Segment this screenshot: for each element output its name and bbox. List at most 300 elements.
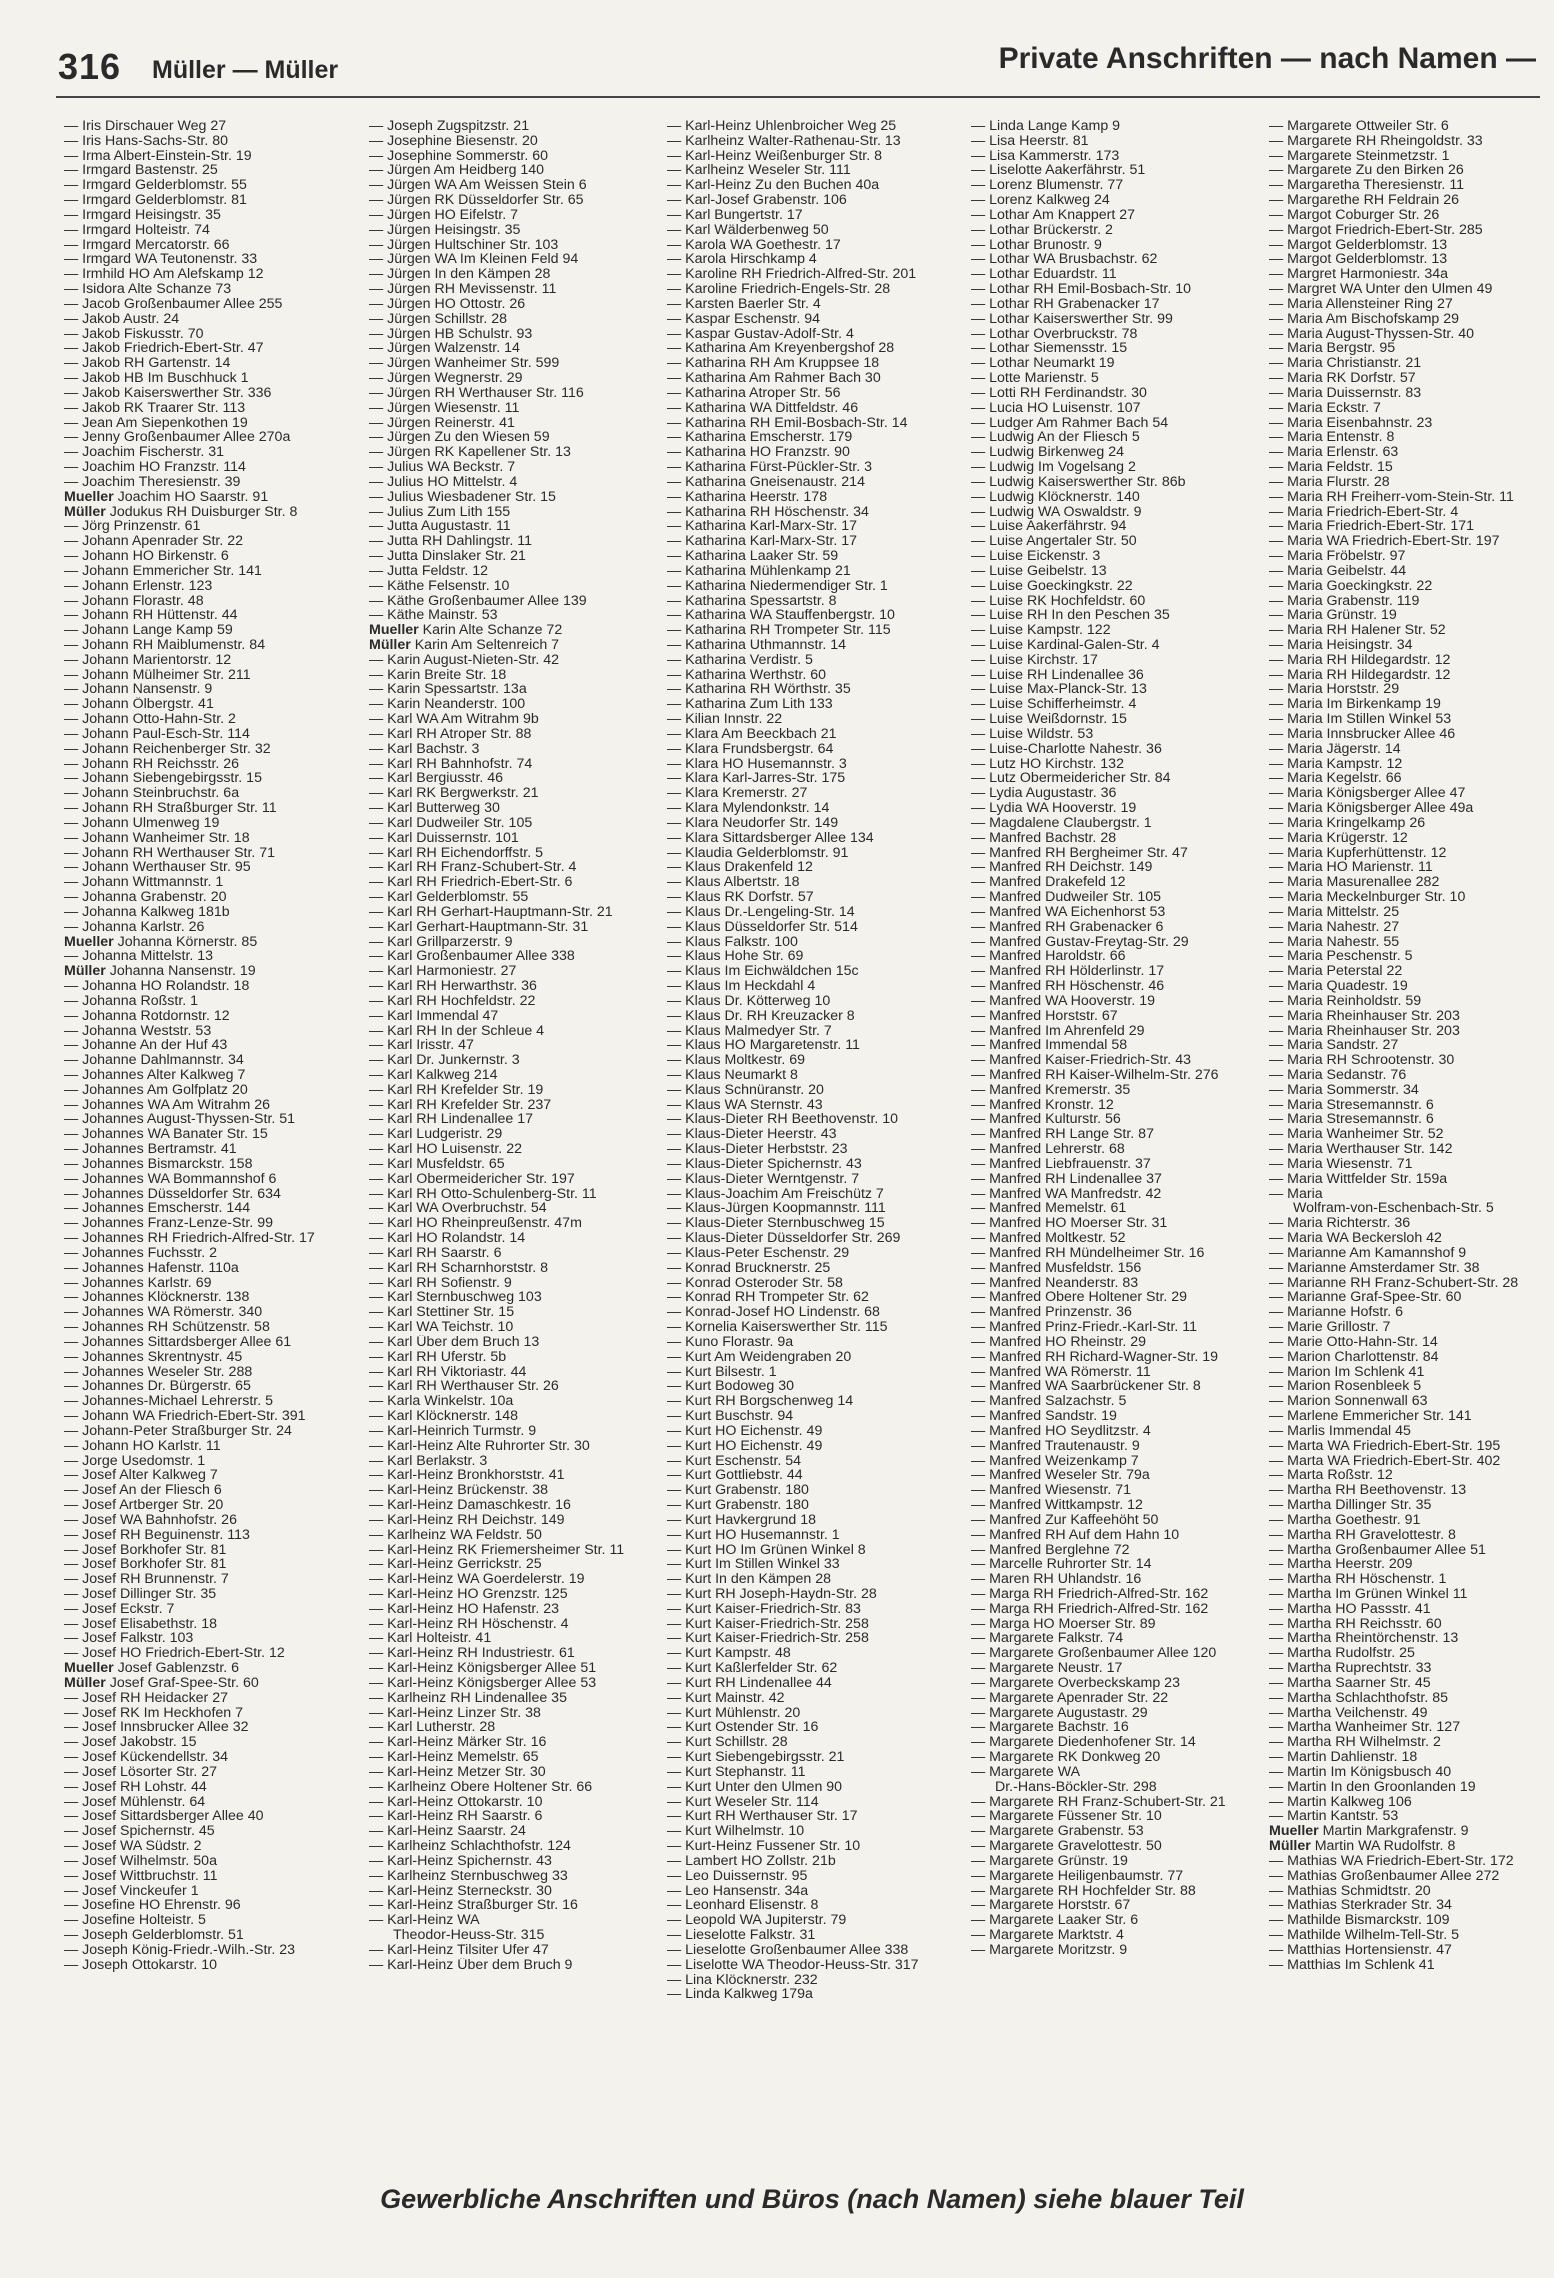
directory-entry: — Josef Kückendellstr. 34 (64, 1750, 229, 1765)
directory-entry: Mueller Martin Markgrafenstr. 9 (1269, 1824, 1469, 1840)
directory-entry: — Johann Paul-Esch-Str. 114 (64, 726, 250, 742)
directory-entry: — Karin August-Nieten-Str. 42 (369, 652, 560, 668)
directory-entry: — Ludwig Im Vogelsang 2 (971, 460, 1136, 475)
directory-entry: — Karl Dr. Junkernstr. 3 (369, 1053, 520, 1068)
directory-entry: — Jürgen In den Kämpen 28 (369, 267, 551, 283)
directory-entry: — Lothar RH Grabenacker 17 (971, 296, 1160, 312)
directory-entry: — Lothar Am Knappert 27 (971, 207, 1136, 223)
directory-entry: — Klaus Moltkestr. 69 (667, 1053, 805, 1068)
directory-entry: — Katharina Karl-Marx-Str. 17 (667, 534, 858, 550)
directory-entry: — Jutta Augustastr. 11 (369, 519, 511, 535)
directory-entry: — Jürgen Reinerstr. 41 (369, 415, 515, 431)
directory-entry: — Maria RH Hildegardstr. 12 (1269, 667, 1451, 683)
directory-entry: — Lotte Marienstr. 5 (971, 371, 1099, 386)
directory-entry: — Maria Sedanstr. 76 (1269, 1068, 1407, 1083)
directory-entry: — Mathilde Bismarckstr. 109 (1269, 1913, 1450, 1929)
directory-entry: — Johann Florastr. 48 (64, 593, 204, 609)
directory-entry: — Maria Wanheimer Str. 52 (1269, 1127, 1444, 1143)
directory-entry: — Martha RH Reichsstr. 60 (1269, 1616, 1442, 1632)
directory-entry: — Karl-Heinz Gerrickstr. 25 (369, 1557, 542, 1573)
directory-entry: — Manfred WA Saarbrückener Str. 8 (971, 1379, 1201, 1395)
directory-entry: — Karl RH Atroper Str. 88 (369, 726, 532, 742)
directory-entry: — Jakob RK Traarer Str. 113 (64, 400, 246, 416)
directory-entry: — Karl-Heinz Straßburger Str. 16 (369, 1898, 578, 1914)
directory-entry: — Josef An der Fliesch 6 (64, 1483, 222, 1499)
directory-entry: — Katharina WA Dittfeldstr. 46 (667, 400, 859, 416)
directory-entry: — Joseph Ottokarstr. 10 (64, 1957, 217, 1973)
directory-entry: — Linda Kalkweg 179a (667, 1987, 813, 2003)
directory-entry: — Maria August-Thyssen-Str. 40 (1269, 326, 1475, 342)
directory-entry: — Karl-Heinz Bronkhorststr. 41 (369, 1468, 565, 1484)
directory-entry: — Margarete RH Hochfelder Str. 88 (971, 1883, 1196, 1899)
directory-entry: — Margarete Zu den Birken 26 (1269, 163, 1464, 179)
directory-entry: — Jorge Usedomstr. 1 (64, 1453, 206, 1469)
directory-entry: — Maria Stresemannstr. 6 (1269, 1097, 1434, 1113)
directory-entry: — Irmgard WA Teutonenstr. 33 (64, 252, 258, 268)
directory-entry: — Maria Werthauser Str. 142 (1269, 1142, 1453, 1157)
directory-entry: — Klara Kremerstr. 27 (667, 786, 808, 802)
directory-entry: — Lucia HO Luisenstr. 107 (971, 400, 1141, 416)
directory-entry: — Johann Reichenberger Str. 32 (64, 741, 271, 757)
directory-entry: — Johann Ulmenweg 19 (64, 815, 220, 831)
directory-entry: — Marta Roßstr. 12 (1269, 1468, 1393, 1484)
directory-entry: — Klaus-Jürgen Koopmannstr. 111 (667, 1201, 886, 1217)
directory-entry: — Kilian Innstr. 22 (667, 712, 783, 727)
directory-entry: — Marta WA Friedrich-Ebert-Str. 195 (1269, 1438, 1501, 1454)
directory-entry: — Katharina Laaker Str. 59 (667, 549, 839, 564)
directory-entry: — Josef RK Im Heckhofen 7 (64, 1705, 243, 1721)
directory-entry: — Marie Otto-Hahn-Str. 14 (1269, 1334, 1438, 1350)
entry-column-4 (971, 119, 1271, 1958)
directory-entry: — Manfred Neanderstr. 83 (971, 1275, 1139, 1291)
directory-entry: — Karl-Heinz WA (369, 1913, 480, 1929)
directory-entry: — Julius Zum Lith 155 (369, 504, 511, 520)
directory-entry: — Maria Wiesenstr. 71 (1269, 1156, 1413, 1172)
directory-entry: — Manfred RH Richard-Wagner-Str. 19 (971, 1349, 1219, 1365)
directory-entry: — Kurt Kampstr. 48 (667, 1646, 791, 1662)
directory-entry: — Irmgard Bastenstr. 25 (64, 163, 218, 179)
directory-entry: — Karl Musfeldstr. 65 (369, 1156, 505, 1172)
directory-entry: — Kurt Buschstr. 94 (667, 1409, 794, 1424)
directory-entry: — Josef RH Lohstr. 44 (64, 1779, 207, 1795)
directory-entry: — Lutz HO Kirchstr. 132 (971, 756, 1124, 772)
directory-entry: — Manfred Drakefeld 12 (971, 875, 1126, 891)
directory-entry: — Konrad-Josef HO Lindenstr. 68 (667, 1305, 880, 1321)
directory-entry: — Karl-Heinz WA Goerdelerstr. 19 (369, 1572, 585, 1587)
directory-entry: — Manfred Horststr. 67 (971, 1008, 1118, 1024)
running-title: Müller — Müller (152, 56, 339, 84)
directory-entry: — Karlheinz Obere Holtener Str. 66 (369, 1779, 593, 1795)
directory-entry: — Kurt In den Kämpen 28 (667, 1572, 832, 1587)
directory-entry: — Johann Mülheimer Str. 211 (64, 667, 251, 683)
directory-entry: — Manfred Prinz-Friedr.-Karl-Str. 11 (971, 1320, 1198, 1335)
directory-entry: — Manfred Obere Holtener Str. 29 (971, 1290, 1188, 1306)
directory-entry: — Martha Rheintörchenstr. 13 (1269, 1631, 1459, 1647)
directory-entry: — Marta WA Friedrich-Ebert-Str. 402 (1269, 1453, 1501, 1469)
page-number: 316 (58, 46, 122, 87)
directory-entry: — Kurt RH Lindenallee 44 (667, 1675, 832, 1691)
directory-entry: — Karl RH Lindenallee 17 (369, 1112, 534, 1128)
directory-entry: — Kaspar Eschenstr. 94 (667, 311, 820, 327)
directory-entry: — Johannes Emscherstr. 144 (64, 1201, 251, 1217)
directory-entry: — Josef Alter Kalkweg 7 (64, 1468, 218, 1484)
directory-entry: — Manfred RH Lindenallee 37 (971, 1171, 1162, 1187)
directory-entry: — Kurt Stephanstr. 11 (667, 1764, 806, 1780)
directory-entry: — Ludwig An der Fliesch 5 (971, 430, 1140, 446)
directory-entry: — Marion Rosenbleek 5 (1269, 1379, 1422, 1395)
directory-entry: — Marion Charlottenstr. 84 (1269, 1349, 1439, 1365)
directory-entry: — Maria Bergstr. 95 (1269, 341, 1396, 357)
directory-entry: — Irmhild HO Am Alefskamp 12 (64, 267, 264, 283)
directory-entry: — Karl Kalkweg 214 (369, 1068, 498, 1083)
directory-entry: — Marianne Amsterdamer Str. 38 (1269, 1260, 1480, 1276)
directory-entry: — Leopold WA Jupiterstr. 79 (667, 1913, 847, 1929)
directory-entry: — Jenny Großenbaumer Allee 270a (64, 430, 291, 446)
directory-entry: — Manfred RH Bergheimer Str. 47 (971, 845, 1188, 861)
directory-entry: — Lydia Augustastr. 36 (971, 786, 1117, 802)
directory-entry: — Josef Eckstr. 7 (64, 1601, 175, 1617)
directory-entry: — Katharina Heerstr. 178 (667, 489, 828, 505)
directory-entry: — Marie Grillostr. 7 (1269, 1320, 1391, 1335)
directory-entry: — Johanna Weststr. 53 (64, 1023, 212, 1039)
directory-entry: — Maria Feldstr. 15 (1269, 460, 1393, 475)
directory-entry: — Josef RH Brunnenstr. 7 (64, 1572, 229, 1587)
directory-entry: — Lothar Brunostr. 9 (971, 237, 1102, 253)
directory-entry: — Manfred Gustav-Freytag-Str. 29 (971, 934, 1189, 950)
directory-entry: — Johann-Peter Straßburger Str. 24 (64, 1423, 292, 1439)
directory-entry: — Lorenz Kalkweg 24 (971, 193, 1110, 208)
directory-entry: — Jürgen WA Im Kleinen Feld 94 (369, 252, 579, 268)
directory-entry: — Manfred RH Lange Str. 87 (971, 1127, 1154, 1143)
directory-entry: — Karl-Heinz Linzer Str. 38 (369, 1705, 541, 1721)
directory-entry: — Lambert HO Zollstr. 21b (667, 1853, 836, 1869)
directory-entry: — Karl Sternbuschweg 103 (369, 1290, 542, 1306)
directory-entry: — Klaus Düsseldorfer Str. 514 (667, 919, 858, 935)
directory-entry: — Josef Mühlenstr. 64 (64, 1794, 206, 1810)
directory-entry: — Manfred WA Römerstr. 11 (971, 1364, 1151, 1380)
directory-entry: — Karl RH Franz-Schubert-Str. 4 (369, 860, 577, 876)
directory-entry: — Johannes Düsseldorfer Str. 634 (64, 1186, 281, 1202)
directory-entry: — Maria Peterstal 22 (1269, 964, 1403, 980)
directory-entry: — Martha Heerstr. 209 (1269, 1557, 1413, 1573)
directory-entry: — Karl RH Bahnhofstr. 74 (369, 756, 533, 772)
directory-entry: — Johannes WA Am Witrahm 26 (64, 1097, 271, 1113)
directory-entry: — Kurt Grabenstr. 180 (667, 1498, 809, 1513)
directory-entry: — Karl-Heinz RH Deichstr. 149 (369, 1512, 565, 1528)
directory-entry: — Luise Weißdornstr. 15 (971, 712, 1127, 727)
directory-entry: — Karl HO Rheinpreußenstr. 47m (369, 1216, 582, 1232)
directory-entry: — Johannes WA Banater Str. 15 (64, 1127, 268, 1143)
directory-entry: — Maria Eisenbahnstr. 23 (1269, 415, 1433, 431)
directory-entry: — Karl-Heinz HO Grenzstr. 125 (369, 1586, 568, 1602)
directory-entry: — Irmgard Gelderblomstr. 81 (64, 193, 247, 208)
directory-entry: — Josephine Biesenstr. 20 (369, 133, 538, 149)
directory-entry: — Maria Geibelstr. 44 (1269, 563, 1407, 579)
directory-entry: — Karl Grillparzerstr. 9 (369, 934, 513, 950)
directory-entry: — Ludwig Birkenweg 24 (971, 445, 1124, 461)
directory-entry: — Johann Werthauser Str. 95 (64, 860, 251, 876)
directory-entry: — Manfred Kulturstr. 56 (971, 1112, 1121, 1128)
directory-entry: — Klaus Neumarkt 8 (667, 1068, 798, 1083)
directory-entry: — Karl-Heinz Märker Str. 16 (369, 1735, 547, 1751)
directory-entry: — Manfred RH Mündelheimer Str. 16 (971, 1245, 1205, 1261)
directory-entry: — Ludwig Klöcknerstr. 140 (971, 489, 1140, 505)
directory-entry: Mueller Joachim HO Saarstr. 91 (64, 489, 269, 505)
directory-entry: — Manfred Prinzenstr. 36 (971, 1305, 1132, 1321)
directory-entry: — Karl-Josef Grabenstr. 106 (667, 193, 847, 208)
directory-entry: — Manfred Berglehne 72 (971, 1542, 1130, 1558)
directory-entry: — Johannes August-Thyssen-Str. 51 (64, 1112, 296, 1128)
directory-entry: — Margarete Steinmetzstr. 1 (1269, 148, 1450, 164)
directory-entry: — Lothar WA Brusbachstr. 62 (971, 252, 1158, 268)
directory-entry: — Josef Borkhofer Str. 81 (64, 1542, 227, 1558)
directory-entry: — Luise Max-Planck-Str. 13 (971, 682, 1147, 698)
directory-entry: — Margarete Augustastr. 29 (971, 1705, 1148, 1721)
directory-entry: — Karl Wälderbenweg 50 (667, 222, 829, 238)
directory-entry: — Klaus-Joachim Am Freischütz 7 (667, 1186, 884, 1202)
directory-entry: — Manfred Kronstr. 12 (971, 1097, 1114, 1113)
directory-entry: — Karl-Heinz Alte Ruhrorter Str. 30 (369, 1438, 590, 1454)
directory-entry: — Konrad RH Trompeter Str. 62 (667, 1290, 869, 1306)
directory-entry: — Manfred Trautenaustr. 9 (971, 1438, 1140, 1454)
directory-entry: — Johann RH Reichsstr. 26 (64, 756, 240, 772)
directory-entry: — Maria Masurenallee 282 (1269, 875, 1440, 891)
directory-entry: — Maria Entenstr. 8 (1269, 430, 1395, 446)
directory-entry: — Manfred WA Hooverstr. 19 (971, 993, 1155, 1009)
directory-entry: — Johann Apenrader Str. 22 (64, 534, 244, 550)
directory-entry: — Karl-Heinz Damaschkestr. 16 (369, 1498, 571, 1513)
directory-entry: — Johannes Skrentnystr. 45 (64, 1349, 243, 1365)
directory-entry: — Karl-Heinz RH Höschenstr. 4 (369, 1616, 569, 1632)
directory-entry: — Maria Friedrich-Ebert-Str. 4 (1269, 504, 1459, 520)
directory-entry: — Konrad Osteroder Str. 58 (667, 1275, 843, 1291)
directory-entry: — Karl Großenbaumer Allee 338 (369, 949, 575, 965)
directory-entry: — Margarete Falkstr. 74 (971, 1631, 1124, 1647)
directory-entry: — Johanne An der Huf 43 (64, 1038, 228, 1054)
entry-column-3 (667, 119, 967, 2002)
directory-entry: — Manfred Kaiser-Friedrich-Str. 43 (971, 1053, 1191, 1068)
directory-entry: — Johann Wanheimer Str. 18 (64, 830, 250, 846)
directory-entry: — Klaus-Dieter Sternbuschweg 15 (667, 1216, 885, 1232)
directory-entry: — Karl-Heinz RH Industriestr. 61 (369, 1646, 575, 1662)
directory-entry: — Jürgen Am Heidberg 140 (369, 163, 545, 179)
directory-entry: — Martha RH Höschenstr. 1 (1269, 1572, 1447, 1587)
directory-entry: — Johanna Mittelstr. 13 (64, 949, 214, 965)
directory-entry: — Karla Winkelstr. 10a (369, 1394, 514, 1410)
directory-entry: — Luise Wildstr. 53 (971, 726, 1094, 742)
directory-entry: — Margarete Grünstr. 19 (971, 1853, 1128, 1869)
directory-entry: — Karl RH Viktoriastr. 44 (369, 1364, 527, 1380)
directory-entry: — Klaus-Dieter Herbststr. 23 (667, 1142, 848, 1157)
directory-entry: — Jürgen RH Werthauser Str. 116 (369, 385, 584, 401)
directory-entry: — Klara Frundsbergstr. 64 (667, 741, 834, 757)
directory-entry: — Johann Wittmannstr. 1 (64, 875, 224, 891)
directory-entry: — Jean Am Siepenkothen 19 (64, 415, 248, 431)
directory-entry: — Maria (1269, 1186, 1323, 1202)
directory-entry: — Johann Emmericher Str. 141 (64, 563, 262, 579)
directory-entry: — Manfred Liebfrauenstr. 37 (971, 1156, 1151, 1172)
directory-entry: — Joseph Gelderblomstr. 51 (64, 1928, 244, 1943)
directory-entry: — Manfred RH Deichstr. 149 (971, 860, 1153, 876)
directory-entry: — Martha Veilchenstr. 49 (1269, 1705, 1428, 1721)
directory-entry: — Leonhard Elisenstr. 8 (667, 1898, 819, 1914)
directory-entry: — Katharina Atroper Str. 56 (667, 385, 841, 401)
directory-entry: — Karl-Heinz Spichernstr. 43 (369, 1853, 552, 1869)
directory-entry: — Maria WA Friedrich-Ebert-Str. 197 (1269, 534, 1500, 550)
directory-entry: — Maria Im Stillen Winkel 53 (1269, 712, 1452, 727)
directory-entry: — Klara Am Beeckbach 21 (667, 726, 837, 742)
directory-entry: — Karsten Baerler Str. 4 (667, 296, 821, 312)
directory-entry: — Katharina Zum Lith 133 (667, 697, 833, 713)
directory-entry: — Kurt RH Borgschenweg 14 (667, 1394, 854, 1410)
directory-entry: — Maria Christianstr. 21 (1269, 356, 1422, 372)
directory-entry: — Karl WA Overbruchstr. 54 (369, 1201, 547, 1217)
directory-entry: — Kurt-Heinz Fussener Str. 10 (667, 1839, 861, 1854)
directory-entry: — Karl-Heinrich Turmstr. 9 (369, 1423, 537, 1439)
directory-entry: — Kurt HO Im Grünen Winkel 8 (667, 1542, 866, 1558)
directory-entry: — Mathias Großenbaumer Allee 272 (1269, 1868, 1500, 1884)
directory-entry: — Irmgard Mercatorstr. 66 (64, 237, 230, 253)
directory-entry: — Isidora Alte Schanze 73 (64, 282, 232, 297)
directory-entry: — Jakob Kaiserswerther Str. 336 (64, 385, 272, 401)
directory-entry: — Luise RH In den Peschen 35 (971, 608, 1170, 624)
directory-entry: — Marga RH Friedrich-Alfred-Str. 162 (971, 1601, 1209, 1617)
directory-entry: — Klaus Schnüranstr. 20 (667, 1082, 824, 1098)
directory-entry: — Katharina RH Trompeter Str. 115 (667, 623, 891, 638)
directory-entry: — Luise RH Lindenallee 36 (971, 667, 1144, 683)
directory-entry: — Manfred RH Kaiser-Wilhelm-Str. 276 (971, 1068, 1219, 1083)
directory-entry: — Irmgard Gelderblomstr. 55 (64, 178, 247, 194)
directory-entry: — Luise Angertaler Str. 50 (971, 534, 1137, 550)
directory-entry: — Manfred Im Ahrenfeld 29 (971, 1023, 1145, 1039)
directory-entry: — Lorenz Blumenstr. 77 (971, 178, 1124, 194)
directory-entry: — Johannes Weseler Str. 288 (64, 1364, 253, 1380)
directory-entry: Müller Josef Graf-Spee-Str. 60 (64, 1675, 259, 1691)
directory-entry: — Luise RK Hochfeldstr. 60 (971, 593, 1146, 609)
directory-entry: — Margarete Großenbaumer Allee 120 (971, 1646, 1217, 1662)
directory-entry: — Julius HO Mittelstr. 4 (369, 474, 518, 490)
directory-entry: — Lothar Neumarkt 19 (971, 356, 1115, 372)
directory-entry: — Marianne RH Franz-Schubert-Str. 28 (1269, 1275, 1519, 1291)
directory-entry: — Kurt Kaiser-Friedrich-Str. 83 (667, 1601, 861, 1617)
directory-entry: — Karl-Heinz Memelstr. 65 (369, 1750, 539, 1765)
directory-entry: — Klara Mylendonkstr. 14 (667, 801, 830, 816)
directory-entry: — Johann HO Karlstr. 11 (64, 1438, 221, 1454)
directory-entry: — Jacob Großenbaumer Allee 255 (64, 296, 283, 312)
directory-entry: — Karoline Friedrich-Engels-Str. 28 (667, 282, 891, 297)
directory-entry: — Jürgen HO Eifelstr. 7 (369, 207, 519, 223)
directory-entry: — Margot Coburger Str. 26 (1269, 207, 1440, 223)
directory-entry: — Jakob Friedrich-Ebert-Str. 47 (64, 341, 264, 357)
directory-entry: — Maria Fröbelstr. 97 (1269, 549, 1406, 564)
directory-entry: — Karl RH Eichendorffstr. 5 (369, 845, 543, 861)
directory-entry: — Margret WA Unter den Ulmen 49 (1269, 282, 1493, 297)
page-header (0, 0, 1554, 100)
directory-entry: — Karl Harmoniestr. 27 (369, 964, 517, 980)
directory-entry: — Johann Erlenstr. 123 (64, 578, 213, 594)
directory-entry: — Karl Berlakstr. 3 (369, 1453, 488, 1469)
directory-entry: — Margarete Ottweiler Str. 6 (1269, 119, 1449, 134)
directory-entry: — Martha Dillinger Str. 35 (1269, 1498, 1432, 1513)
directory-entry: — Lothar Siemensstr. 15 (971, 341, 1128, 357)
directory-entry: — Martha RH Beethovenstr. 13 (1269, 1483, 1467, 1499)
directory-entry: — Martin Kantstr. 53 (1269, 1809, 1399, 1825)
header-rule (56, 96, 1540, 98)
directory-entry: — Martha Rudolfstr. 25 (1269, 1646, 1415, 1662)
directory-entry: — Lotti RH Ferdinandstr. 30 (971, 385, 1147, 401)
directory-entry: — Karl Ludgeristr. 29 (369, 1127, 503, 1143)
directory-entry: — Lisa Kammerstr. 173 (971, 148, 1120, 164)
directory-entry: — Karola WA Goethestr. 17 (667, 237, 841, 253)
directory-entry: — Martin Kalkweg 106 (1269, 1794, 1412, 1810)
directory-entry: — Karl-Heinz Königsberger Allee 51 (369, 1661, 597, 1676)
directory-entry: — Marlene Emmericher Str. 141 (1269, 1409, 1472, 1424)
directory-entry: — Lydia WA Hooverstr. 19 (971, 801, 1137, 816)
directory-entry: — Jutta Dinslaker Str. 21 (369, 549, 526, 564)
directory-entry: — Jürgen Zu den Wiesen 59 (369, 430, 550, 446)
directory-entry: — Jakob HB Im Buschhuck 1 (64, 371, 249, 386)
directory-entry: — Liselotte WA Theodor-Heuss-Str. 317 (667, 1957, 919, 1973)
directory-entry: — Johannes-Michael Lehrerstr. 5 (64, 1394, 273, 1410)
directory-entry: — Maria Peschenstr. 5 (1269, 949, 1413, 965)
directory-entry: — Jörg Prinzenstr. 61 (64, 519, 201, 535)
directory-entry: — Marga RH Friedrich-Alfred-Str. 162 (971, 1586, 1209, 1602)
directory-entry: — Margarete Heiligenbaumstr. 77 (971, 1868, 1184, 1884)
directory-entry: — Konrad Brucknerstr. 25 (667, 1260, 831, 1276)
directory-entry: — Kurt RH Joseph-Haydn-Str. 28 (667, 1586, 877, 1602)
directory-entry: — Martha Saarner Str. 45 (1269, 1675, 1431, 1691)
directory-entry: — Kurt Kaiser-Friedrich-Str. 258 (667, 1631, 869, 1647)
directory-entry: — Margarete Horststr. 67 (971, 1898, 1131, 1914)
directory-entry: — Karl-Heinz RH Saarstr. 6 (369, 1809, 543, 1825)
directory-entry: — Martha RH Gravelottestr. 8 (1269, 1527, 1456, 1543)
directory-entry: — Margarete Bachstr. 16 (971, 1720, 1129, 1736)
directory-entry: — Margarete Gravelottestr. 50 (971, 1839, 1162, 1854)
directory-entry: — Margarete Moritzstr. 9 (971, 1942, 1128, 1958)
directory-entry: — Johannes Sittardsberger Allee 61 (64, 1334, 292, 1350)
directory-entry: — Kurt Am Weidengraben 20 (667, 1349, 852, 1365)
directory-entry: — Maria RK Dorfstr. 57 (1269, 371, 1416, 386)
directory-entry: — Manfred RH Hölderlinstr. 17 (971, 964, 1165, 980)
directory-entry: — Maria Kegelstr. 66 (1269, 771, 1402, 787)
directory-entry: — Marlis Immendal 45 (1269, 1423, 1411, 1439)
directory-entry: — Manfred Salzachstr. 5 (971, 1394, 1127, 1410)
directory-entry: — Maria Grünstr. 19 (1269, 608, 1397, 624)
directory-entry: — Maria Quadestr. 19 (1269, 979, 1408, 994)
directory-entry: — Maria Stresemannstr. 6 (1269, 1112, 1434, 1128)
directory-entry: — Manfred Sandstr. 19 (971, 1409, 1117, 1424)
directory-entry: — Maria Duissernstr. 83 (1269, 385, 1422, 401)
directory-entry: — Jürgen Heisingstr. 35 (369, 222, 521, 238)
directory-entry: — Johanna Karlstr. 26 (64, 919, 205, 935)
directory-entry: — Margarete Marktstr. 4 (971, 1928, 1124, 1943)
directory-entry: — Kurt Kaßlerfelder Str. 62 (667, 1661, 838, 1676)
directory-entry: — Karl RH Friedrich-Ebert-Str. 6 (369, 875, 573, 891)
directory-entry: — Klaus Falkstr. 100 (667, 934, 798, 950)
directory-entry: — Luise Kirchstr. 17 (971, 652, 1098, 668)
directory-entry: — Karlheinz Walter-Rathenau-Str. 13 (667, 133, 901, 149)
directory-entry: — Kurt Schillstr. 28 (667, 1735, 788, 1751)
directory-entry: — Manfred RH Auf dem Hahn 10 (971, 1527, 1180, 1543)
directory-entry: — Jakob Austr. 24 (64, 311, 180, 327)
directory-entry: — Katharina RH Höschenstr. 34 (667, 504, 869, 520)
directory-entry: — Kurt Bilsestr. 1 (667, 1364, 777, 1380)
directory-entry: — Josefine Holteistr. 5 (64, 1913, 206, 1929)
directory-entry: — Josef Spichernstr. 45 (64, 1824, 215, 1840)
directory-entry: — Maria Meckelnburger Str. 10 (1269, 890, 1466, 905)
directory-entry: — Margarete Apenrader Str. 22 (971, 1690, 1169, 1706)
directory-entry: — Manfred Musfeldstr. 156 (971, 1260, 1142, 1276)
